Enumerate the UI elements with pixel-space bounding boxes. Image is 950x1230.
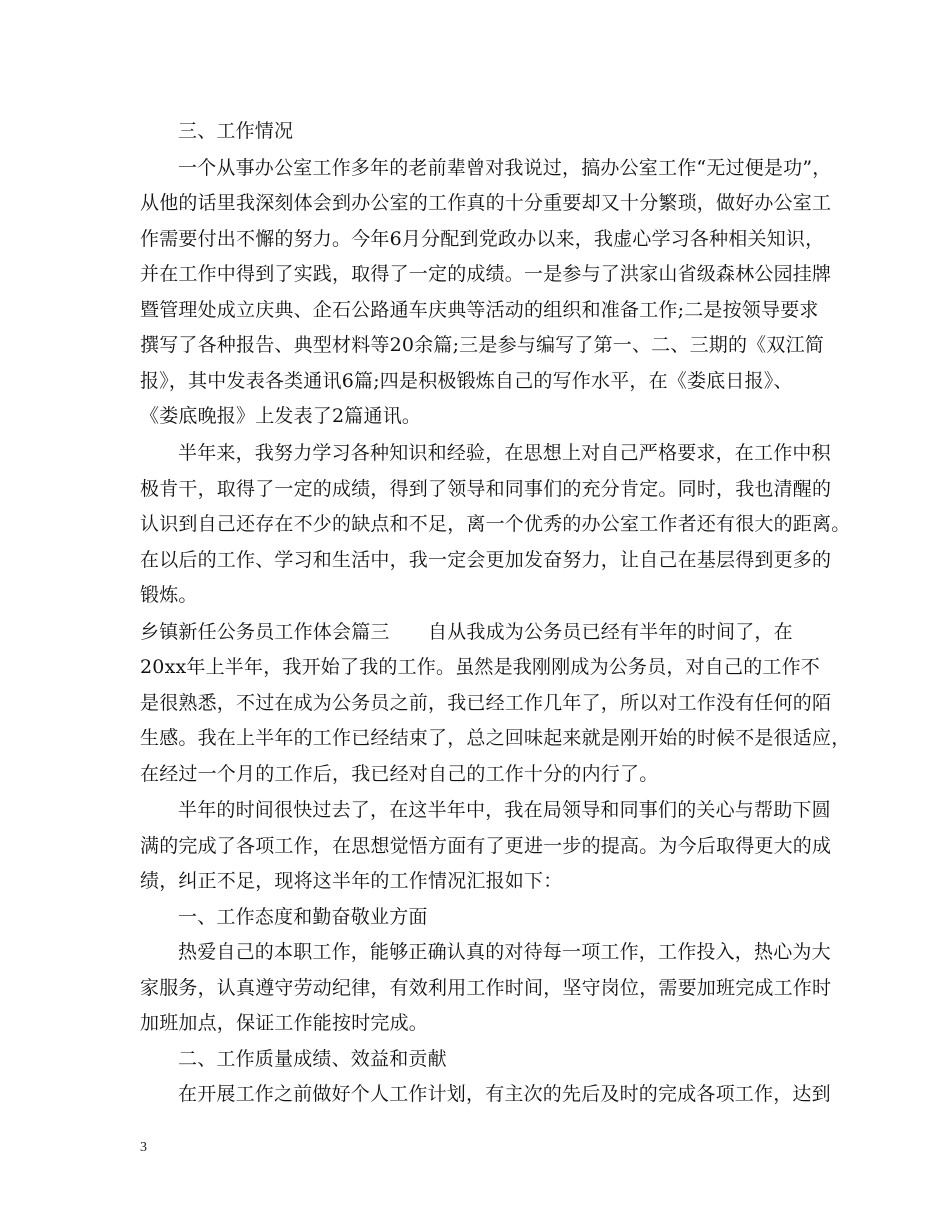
paragraph-line: 撰写了各种报告、典型材料等20余篇;三是参与编写了第一、二、三期的《双江简 <box>140 334 824 356</box>
paragraph-line: 暨管理处成立庆典、企石公路通车庆典等活动的组织和准备工作;二是按领导要求 <box>140 299 819 321</box>
paragraph-line: 在以后的工作、学习和生活中，我一定会更加发奋努力，让自己在基层得到更多的 <box>140 549 832 571</box>
paragraph-line: 作需要付出不懈的努力。今年6月分配到党政办以来，我虚心学习各种相关知识， <box>140 228 825 250</box>
paragraph-line: 生感。我在上半年的工作已经结束了，总之回味起来就是刚开始的时候不是很适应， <box>140 727 851 749</box>
paragraph-line: 是很熟悉，不过在成为公务员之前，我已经工作几年了，所以对工作没有任何的陌 <box>140 692 832 714</box>
paragraph-line: 《娄底晚报》上发表了2篇通讯。 <box>140 405 422 427</box>
paragraph-line: 并在工作中得到了实践，取得了一定的成绩。一是参与了洪家山省级森林公园挂牌 <box>140 263 832 285</box>
article-title-line: 乡镇新任公务员工作体会篇三 自从我成为公务员已经有半年的时间了，在 <box>140 621 793 643</box>
paragraph-line: 极肯干，取得了一定的成绩，得到了领导和同事们的充分肯定。同时，我也清醒的 <box>140 478 832 500</box>
paragraph-line: 认识到自己还存在不少的缺点和不足，离一个优秀的办公室工作者还有很大的距离。 <box>140 513 851 535</box>
page-number: 3 <box>140 1140 147 1155</box>
paragraph-line: 20xx年上半年，我开始了我的工作。虽然是我刚刚成为公务员，对自己的工作不 <box>140 656 821 678</box>
section-heading: 三、工作情况 <box>178 120 294 142</box>
section-heading: 二、工作质量成绩、效益和贡献 <box>178 1048 447 1070</box>
paragraph-line: 在开展工作之前做好个人工作计划，有主次的先后及时的完成各项工作，达到 <box>178 1083 831 1105</box>
paragraph-line: 绩，纠正不足，现将这半年的工作情况汇报如下： <box>140 870 563 892</box>
paragraph-line: 热爱自己的本职工作，能够正确认真的对待每一项工作，工作投入，热心为大 <box>178 941 831 963</box>
paragraph-line: 加班加点，保证工作能按时完成。 <box>140 1012 429 1034</box>
paragraph-line: 满的完成了各项工作，在思想觉悟方面有了更进一步的提高。为今后取得更大的成 <box>140 835 832 857</box>
paragraph-line: 在经过一个月的工作后，我已经对自己的工作十分的内行了。 <box>140 763 659 785</box>
paragraph-line: 一个从事办公室工作多年的老前辈曾对我说过，搞办公室工作“无过便是功”， <box>178 157 832 179</box>
paragraph-line: 锻炼。 <box>140 584 198 606</box>
section-heading: 一、工作态度和勤奋敬业方面 <box>178 906 428 928</box>
paragraph-line: 半年的时间很快过去了，在这半年中，我在局领导和同事们的关心与帮助下圆 <box>178 799 831 821</box>
paragraph-line: 报》，其中发表各类通讯6篇;四是积极锻炼自己的写作水平，在《娄底日报》、 <box>140 370 793 392</box>
paragraph-line: 家服务，认真遵守劳动纪律，有效利用工作时间，坚守岗位，需要加班完成工作时 <box>140 977 832 999</box>
paragraph-line: 从他的话里我深刻体会到办公室的工作真的十分重要却又十分繁琐，做好办公室工 <box>140 192 832 214</box>
paragraph-line: 半年来，我努力学习各种知识和经验，在思想上对自己严格要求，在工作中积 <box>178 442 831 464</box>
